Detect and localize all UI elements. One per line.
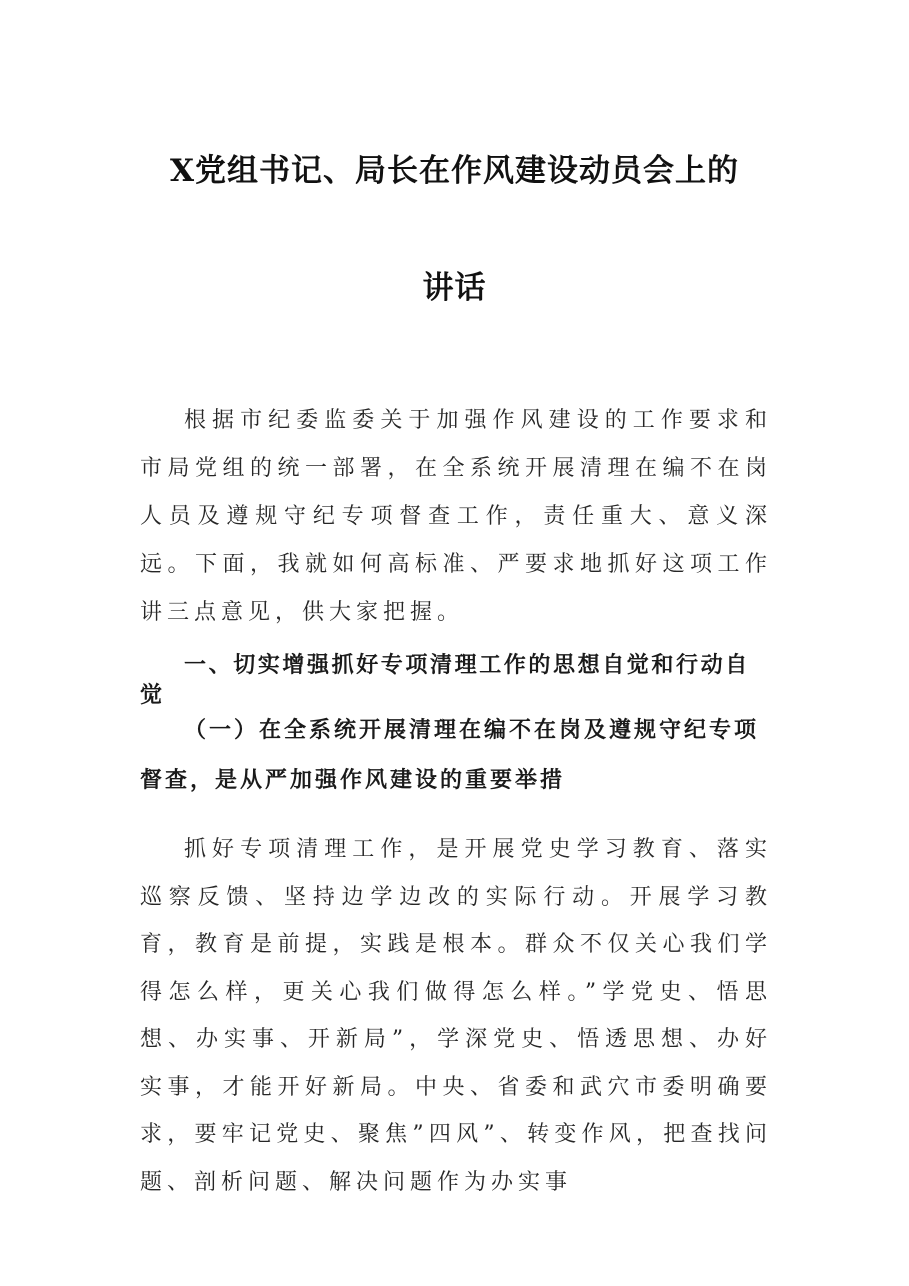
document-title-line-2: 讲话: [422, 270, 487, 306]
subsection-heading-1-text: （一）在全系统开展清理在编不在岗及遵规守纪专项督查，是从严加强作风建设的重要举措: [140, 718, 760, 793]
document-title-line-1: X党组书记、局长在作风建设动员会上的: [169, 153, 740, 189]
body-paragraph-1: [140, 397, 772, 637]
section-heading-1: [140, 651, 772, 711]
paragraph-2-text: 抓好专项清理工作，是开展党史学习教育、落实巡察反馈、坚持边学边改的实际行动。开展学习教育，教育是前提，实践是根本。群众不仅关心我们学得怎么样，更关心我们做得怎么样。”学党史、悟思想、办实事、开新局”，学深党史、悟透思想、办好实事，才能开好新局。中央、省委和武穴市委明确要求，要牢记党史、聚焦”四风”、转变作风，把查找问题、剖析问题、解决问题作为办实事: [140, 837, 772, 1195]
section-heading-1-text: 一、切实增强抓好专项清理工作的思想自觉和行动自觉: [140, 653, 750, 708]
body-paragraph-2: [140, 826, 772, 1206]
paragraph-1-text: 根据市纪委监委关于加强作风建设的工作要求和市局党组的统一部署，在全系统开展清理在编不在岗人员及遵规守纪专项督查工作，责任重大、意义深远。下面，我就如何高标准、严要求地抓好这项工作讲三点意见，供大家把握。: [140, 408, 772, 625]
subsection-heading-1: [140, 706, 772, 806]
